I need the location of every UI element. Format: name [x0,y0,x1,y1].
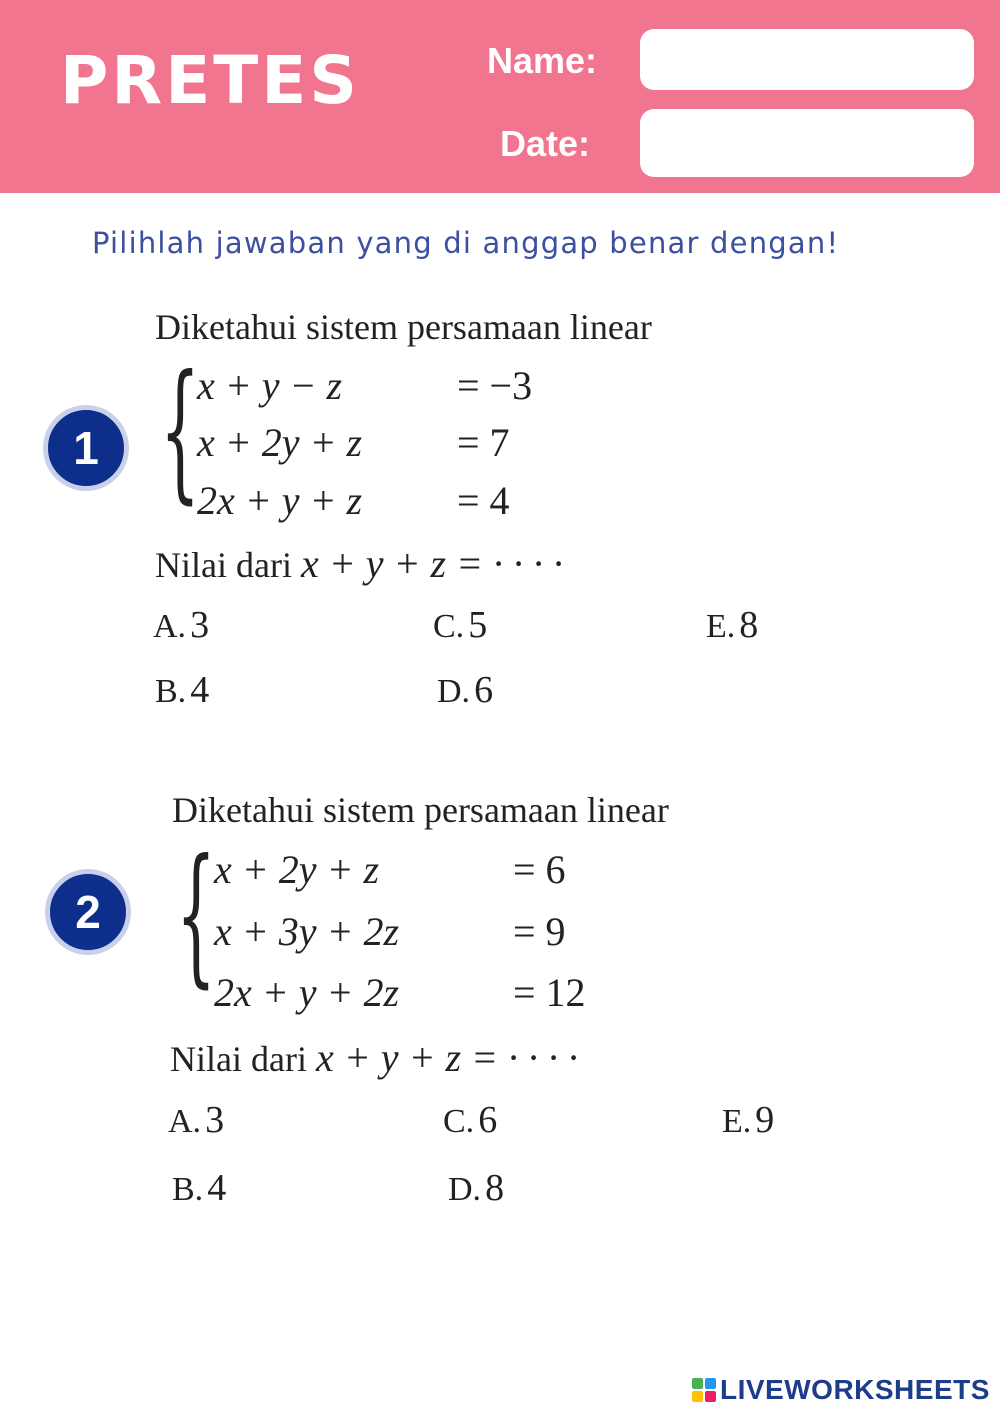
option-value: 4 [190,669,210,711]
left-brace-icon: { [176,828,217,1002]
liveworksheets-logo [692,1374,990,1406]
equation-lhs: x + y − z [197,363,343,408]
option-letter: B. [172,1171,204,1208]
equation-rhs: = 9 [513,909,566,954]
date-input[interactable] [640,109,974,177]
option-a[interactable] [153,603,209,647]
prompt-math: x + y + z = · · · · [300,541,564,586]
option-e[interactable] [722,1098,774,1142]
date-label: Date: [500,123,591,164]
question-prompt [170,1034,578,1081]
prompt-prefix: Nilai dari [155,545,292,585]
logo-text: LIVEWORKSHEETS [720,1374,990,1405]
header-banner [0,0,1000,193]
name-input[interactable] [640,29,974,90]
option-b[interactable] [155,668,209,712]
option-letter: D. [448,1171,482,1208]
option-value: 3 [205,1099,225,1141]
name-label: Name: [487,40,598,81]
option-letter: E. [722,1103,752,1140]
option-value: 8 [739,604,759,646]
question-number-badge: 2 [45,869,131,955]
logo-square [705,1378,716,1389]
option-d[interactable] [448,1166,504,1210]
question-number-badge: 1 [43,405,129,491]
instruction-text: Pilihlah jawaban yang di anggap benar dengan! [92,226,840,260]
equation-lhs: 2x + y + 2z [214,970,400,1015]
worksheet-title: PRETES [60,42,360,119]
option-value: 4 [207,1167,227,1209]
option-c[interactable] [433,603,487,647]
equation-rhs: = −3 [457,363,533,408]
option-value: 6 [478,1099,498,1141]
option-letter: E. [706,608,736,645]
equation-lhs: x + 2y + z [214,847,380,892]
question-stem: Diketahui sistem persamaan linear [155,307,652,347]
option-letter: C. [433,608,465,645]
option-a[interactable] [168,1098,224,1142]
option-letter: D. [437,673,471,710]
option-letter: B. [155,673,187,710]
option-value: 9 [755,1099,775,1141]
option-e[interactable] [706,603,758,647]
liveworksheets-logo-icon [692,1378,716,1402]
logo-square [692,1391,703,1402]
option-letter: C. [443,1103,475,1140]
question-prompt [155,540,563,587]
logo-square [692,1378,703,1389]
option-letter: A. [168,1103,202,1140]
equation-rhs: = 6 [513,847,566,892]
prompt-prefix: Nilai dari [170,1039,307,1079]
left-brace-icon: { [160,344,201,518]
equation-rhs: = 4 [457,478,510,523]
logo-square [705,1391,716,1402]
option-c[interactable] [443,1098,497,1142]
equation-rhs: = 12 [513,970,586,1015]
option-value: 5 [468,604,488,646]
equation-rhs: = 7 [457,420,510,465]
option-letter: A. [153,608,187,645]
equation-lhs: x + 3y + 2z [214,909,400,954]
equation-lhs: x + 2y + z [197,420,363,465]
option-b[interactable] [172,1166,226,1210]
question-stem: Diketahui sistem persamaan linear [172,790,669,830]
equation-lhs: 2x + y + z [197,478,363,523]
option-value: 6 [474,669,494,711]
prompt-math: x + y + z = · · · · [315,1035,579,1080]
option-value: 8 [485,1167,505,1209]
option-value: 3 [190,604,210,646]
option-d[interactable] [437,668,493,712]
